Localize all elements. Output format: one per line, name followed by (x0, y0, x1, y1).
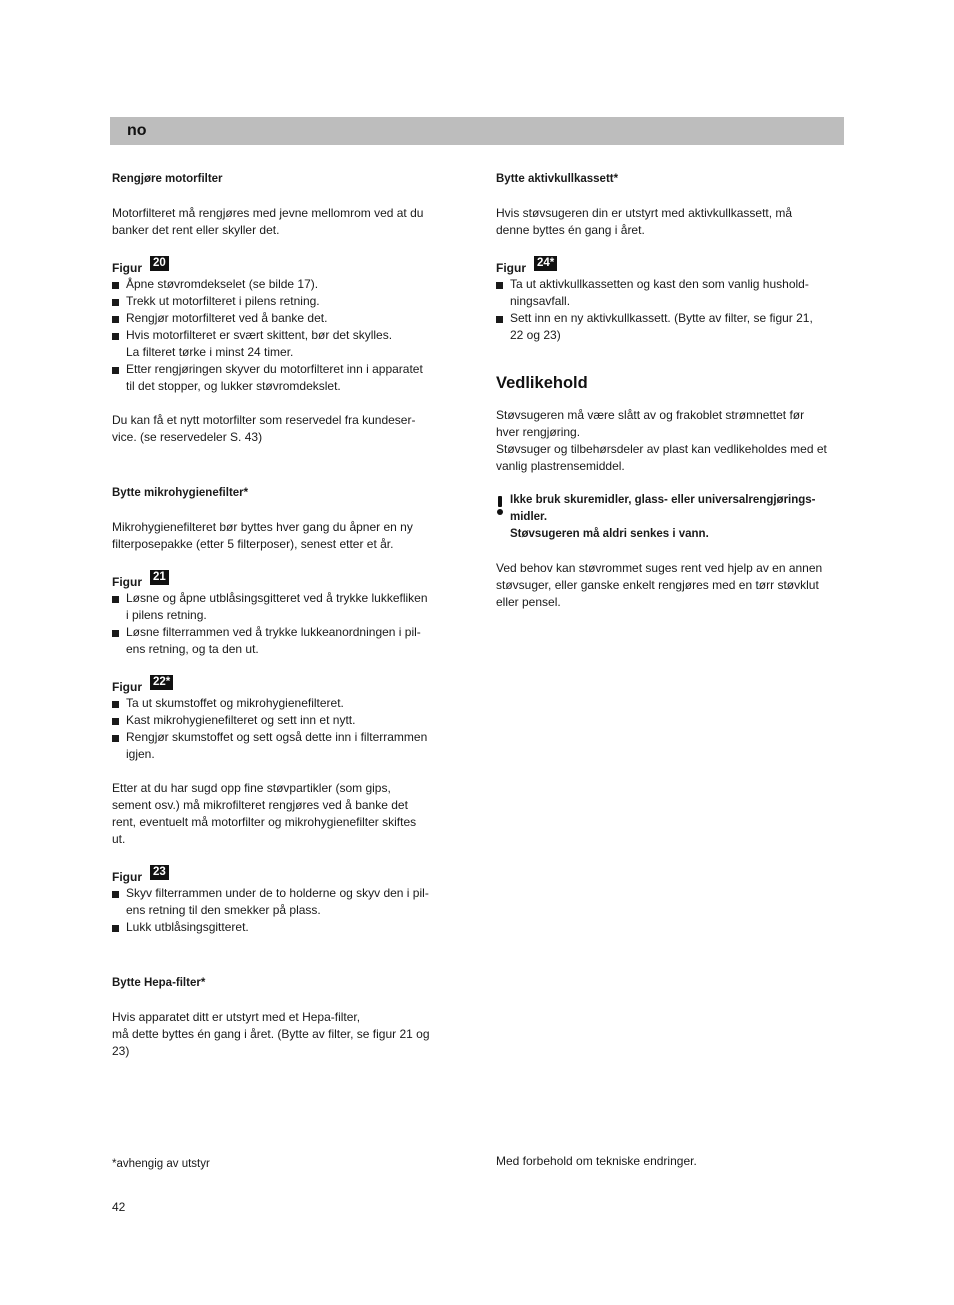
section-heading: Bytte aktivkullkassett* (496, 173, 619, 185)
list-item: Løsne filterrammen ved å trykke lukkeanordningen i pil- ens retning, og ta den ut. (112, 624, 462, 658)
left-column (112, 171, 462, 1060)
square-bullet-icon (112, 299, 119, 306)
figure-number-badge: 22* (150, 675, 173, 690)
square-bullet-icon (112, 596, 119, 603)
square-bullet-icon (112, 333, 119, 340)
right-column (496, 171, 846, 611)
list-item: Ta ut aktivkullkassetten og kast den som vanlig hushold- ningsavfall. (496, 276, 846, 310)
disclaimer: Med forbehold om tekniske endringer. (496, 1154, 697, 1168)
square-bullet-icon (112, 282, 119, 289)
square-bullet-icon (112, 701, 119, 708)
warning-note: Ikke bruk skuremidler, glass- eller universalrengjørings- midler. Støvsugeren må aldri senkes i vann. (496, 492, 846, 543)
list-item: Rengjør skumstoffet og sett også dette inn i filterrammen igjen. (112, 729, 462, 763)
paragraph: Motorfilteret må rengjøres med jevne mellomrom ved at du banker det rent eller skyller det. (112, 206, 424, 237)
square-bullet-icon (112, 316, 119, 323)
footnote: *avhengig av utstyr (112, 1158, 210, 1170)
list-item: Åpne støvromdekselet (se bilde 17). (112, 276, 462, 293)
square-bullet-icon (112, 718, 119, 725)
figure-reference: Figur 24* (496, 256, 846, 276)
list-item: Etter rengjøringen skyver du motorfilteret inn i apparatet til det stopper, og lukker støvromdekslet. (112, 361, 462, 395)
page-number: 42 (112, 1200, 126, 1214)
bullet-list (112, 885, 462, 936)
list-item: Hvis motorfilteret er svært skittent, bør det skylles. La filteret tørke i minst 24 timer. (112, 327, 462, 361)
figure-number-badge: 20 (150, 256, 169, 271)
exclamation-icon (497, 496, 503, 512)
list-item: Sett inn en ny aktivkullkassett. (Bytte av filter, se figur 21, 22 og 23) (496, 310, 846, 344)
bullet-list (112, 276, 462, 395)
bullet-list (112, 695, 462, 763)
language-header-bar (110, 117, 844, 145)
section-heading: Rengjøre motorfilter (112, 173, 223, 185)
paragraph: Mikrohygienefilteret bør byttes hver gang du åpner en ny filterposepakke (etter 5 filterposer), senest etter et år. (112, 520, 413, 551)
paragraph: Ved behov kan støvrommet suges rent ved hjelp av en annen støvsuger, eller ganske enkelt rengjøres med en tørr støvklut eller pensel. (496, 561, 823, 609)
paragraph: Støvsugeren må være slått av og frakoblet strømnettet før hver rengjøring. Støvsuger og tilbehørsdeler av plast kan vedlikeholdes med et vanlig plastrensemiddel. (496, 408, 827, 473)
bullet-list (112, 590, 462, 658)
bullet-list (496, 276, 846, 344)
section-heading: Bytte Hepa-filter* (112, 977, 206, 989)
figure-number-badge: 21 (150, 570, 169, 585)
square-bullet-icon (112, 735, 119, 742)
list-item: Kast mikrohygienefilteret og sett inn et nytt. (112, 712, 462, 729)
square-bullet-icon (112, 630, 119, 637)
figure-number-badge: 24* (534, 256, 557, 271)
paragraph: Etter at du har sugd opp fine støvpartikler (som gips, sement osv.) må mikrofilteret rengjøres ved å banke det rent, eventuelt må motorfilter og mikrohygienefilter skiftes ut. (112, 781, 417, 846)
paragraph: Hvis støvsugeren din er utstyrt med aktivkullkassett, må denne byttes én gang i året. (496, 206, 793, 237)
list-item: Løsne og åpne utblåsingsgitteret ved å trykke lukkefliken i pilens retning. (112, 590, 462, 624)
figure-reference: Figur 22* (112, 675, 462, 695)
list-item: Skyv filterrammen under de to holderne og skyv den i pil- ens retning til den smekker på plass. (112, 885, 462, 919)
square-bullet-icon (496, 282, 503, 289)
list-item: Lukk utblåsingsgitteret. (112, 919, 462, 936)
square-bullet-icon (112, 367, 119, 374)
list-item: Rengjør motorfilteret ved å banke det. (112, 310, 462, 327)
figure-reference: Figur 20 (112, 256, 462, 276)
paragraph: Hvis apparatet ditt er utstyrt med et Hepa-filter, må dette byttes én gang i året. (Bytte av filter, se figur 21 og 23) (112, 1010, 430, 1058)
section-title: Vedlikehold (496, 374, 588, 392)
list-item: Ta ut skumstoffet og mikrohygienefilteret. (112, 695, 462, 712)
figure-reference: Figur 21 (112, 570, 462, 590)
list-item: Trekk ut motorfilteret i pilens retning. (112, 293, 462, 310)
language-code: no (127, 122, 147, 139)
figure-reference: Figur 23 (112, 865, 462, 885)
square-bullet-icon (112, 925, 119, 932)
square-bullet-icon (112, 891, 119, 898)
figure-number-badge: 23 (150, 865, 169, 880)
paragraph: Du kan få et nytt motorfilter som reservedel fra kundeser- vice. (se reservedeler S. 43) (112, 413, 416, 444)
section-heading: Bytte mikrohygienefilter* (112, 487, 249, 499)
square-bullet-icon (496, 316, 503, 323)
